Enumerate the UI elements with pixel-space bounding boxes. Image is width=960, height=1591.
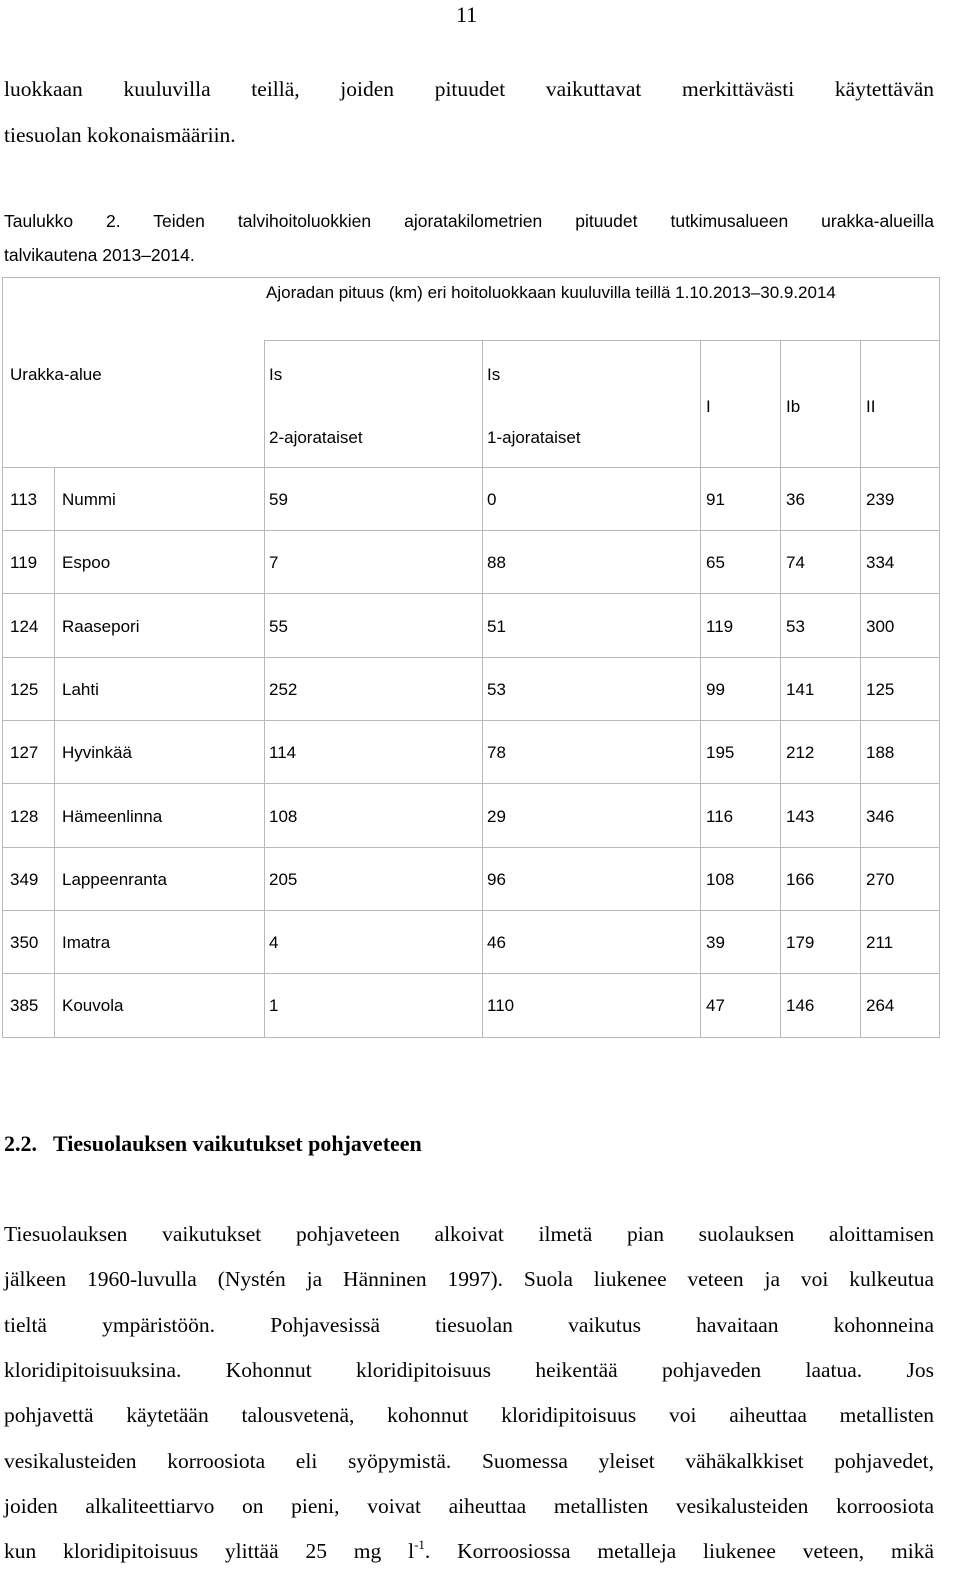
- table-cell-name: Hyvinkää: [62, 743, 132, 763]
- table-cell-code: 349: [10, 869, 39, 889]
- table-cell-is2: 1: [269, 996, 279, 1016]
- table-cell-ii: 125: [866, 679, 895, 699]
- header-ib: Ib: [786, 397, 801, 416]
- table-cell-ii: 270: [866, 869, 895, 889]
- table-cell-code: 124: [10, 616, 39, 636]
- table-cell-code: 128: [10, 806, 39, 826]
- table-cell-is2: 7: [269, 553, 279, 573]
- table-cell-ii: 211: [866, 933, 894, 953]
- table-cell-ib: 36: [786, 490, 805, 509]
- body-last-line-before: kun kloridipitoisuus ylittää 25 mg l: [4, 1539, 415, 1563]
- table-cell-name: Espoo: [62, 553, 111, 573]
- header-urakka-alue: Urakka-alue: [10, 365, 102, 384]
- table-cell-name: Lappeenranta: [62, 869, 167, 889]
- table-cell-ii: 188: [866, 743, 895, 763]
- table-cell-i: 119: [706, 616, 734, 636]
- intro-line-2: tiesuolan kokonaismääriin.: [4, 123, 236, 147]
- body-line: Tiesuolauksen vaikutukset pohjaveteen alkoivat ilmetä pian suolauksen aloittamisen: [4, 1222, 934, 1246]
- table-cell-i: 99: [706, 679, 725, 699]
- header-ii: II: [866, 397, 876, 416]
- table-cell-code: 127: [10, 743, 39, 763]
- table-cell-ib: 146: [786, 996, 815, 1016]
- body-line: pohjavettä käytetään talousvetenä, kohonnut kloridipitoisuus voi aiheuttaa metallisten: [4, 1403, 934, 1428]
- table-cell-ii: 239: [866, 490, 895, 509]
- section-title: Tiesuolauksen vaikutukset pohjaveteen: [53, 1131, 422, 1156]
- table-cell-code: 119: [10, 553, 38, 573]
- header-is-2-bottom: 2-ajorataiset: [269, 428, 363, 447]
- table-cell-name: Hämeenlinna: [62, 806, 163, 826]
- table-cell-ib: 74: [786, 553, 805, 573]
- table-cell-name: Raasepori: [62, 616, 140, 636]
- table-cell-ib: 53: [786, 616, 805, 636]
- table-cell-code: 113: [10, 490, 38, 509]
- table-cell-i: 195: [706, 743, 735, 763]
- header-is-1-bottom: 1-ajorataiset: [487, 428, 581, 447]
- page-number: 11: [456, 2, 478, 27]
- table-cell-is1: 88: [487, 553, 506, 573]
- table-cell-is2: 4: [269, 933, 279, 953]
- body-line: vesikalusteiden korroosiota eli syöpymistä. Suomessa yleiset vähäkalkkiset pohjavedet,: [4, 1448, 934, 1473]
- table-cell-is1: 53: [487, 679, 506, 699]
- table-cell-is1: 110: [487, 996, 515, 1016]
- table-cell-is1: 0: [487, 490, 497, 509]
- table-caption-line-1: Taulukko 2. Teiden talvihoitoluokkien ajoratakilometrien pituudet tutkimusalueen urakka-alueilla: [4, 211, 934, 231]
- table-cell-is2: 108: [269, 806, 298, 826]
- table-cell-name: Nummi: [62, 490, 116, 509]
- table-cell-i: 47: [706, 996, 725, 1016]
- table-cell-is2: 59: [269, 490, 288, 509]
- header-is-1-top: Is: [487, 365, 501, 384]
- table-cell-i: 39: [706, 933, 725, 953]
- table-cell-i: 108: [706, 869, 735, 889]
- body-last-line-after: . Korroosiossa metalleja liukenee veteen, mikä: [424, 1539, 934, 1563]
- body-line: joiden alkaliteettiarvo on pieni, voivat aiheuttaa metallisten vesikalusteiden korroosiota: [4, 1493, 934, 1518]
- table-cell-is2: 252: [269, 679, 298, 699]
- table-span-header: Ajoradan pituus (km) eri hoitoluokkaan kuuluvilla teillä 1.10.2013–30.9.2014: [266, 283, 836, 302]
- table-cell-is1: 78: [487, 743, 506, 763]
- table-cell-is1: 46: [487, 933, 506, 953]
- table-cell-name: Imatra: [62, 933, 111, 953]
- table-cell-i: 91: [706, 490, 725, 509]
- table-cell-is1: 29: [487, 806, 506, 826]
- table-cell-name: Lahti: [62, 679, 99, 699]
- body-line: kloridipitoisuuksina. Kohonnut kloridipitoisuus heikentää pohjaveden laatua. Jos: [4, 1357, 934, 1382]
- table-cell-ib: 141: [786, 679, 815, 699]
- section-number: 2.2.: [4, 1131, 37, 1156]
- table-cell-is2: 205: [269, 869, 298, 889]
- table-cell-code: 125: [10, 679, 39, 699]
- table-cell-code: 385: [10, 996, 39, 1016]
- road-length-table: [2, 277, 940, 1038]
- table-caption-line-2: talvikautena 2013–2014.: [4, 245, 195, 265]
- section-heading: [4, 1131, 422, 1157]
- body-line: jälkeen 1960-luvulla (Nystén ja Hänninen 1997). Suola liukenee veteen ja voi kulkeutua: [4, 1267, 934, 1292]
- body-last-line: [4, 1537, 934, 1563]
- header-i: I: [706, 397, 711, 416]
- table-cell-ii: 334: [866, 553, 895, 573]
- table-cell-ib: 166: [786, 869, 815, 889]
- table-cell-code: 350: [10, 933, 39, 953]
- table-cell-is1: 96: [487, 869, 506, 889]
- table-cell-ii: 300: [866, 616, 895, 636]
- table-cell-is2: 55: [269, 616, 288, 636]
- table-cell-i: 116: [706, 806, 734, 826]
- body-line: tieltä ympäristöön. Pohjavesissä tiesuolan vaikutus havaitaan kohonneina: [4, 1312, 934, 1337]
- table-cell-ib: 212: [786, 743, 815, 763]
- table-cell-is2: 114: [269, 743, 297, 763]
- intro-line-1: luokkaan kuuluvilla teillä, joiden pituudet vaikuttavat merkittävästi käytettävän: [4, 77, 934, 101]
- table-cell-ib: 179: [786, 933, 815, 953]
- table-cell-name: Kouvola: [62, 996, 124, 1016]
- table-cell-ii: 346: [866, 806, 895, 826]
- table-cell-i: 65: [706, 553, 725, 573]
- table-cell-ii: 264: [866, 996, 895, 1016]
- table-cell-ib: 143: [786, 806, 815, 826]
- table-cell-is1: 51: [487, 616, 506, 636]
- header-is-2-top: Is: [269, 365, 283, 384]
- superscript-minus-one: -1: [414, 1537, 425, 1552]
